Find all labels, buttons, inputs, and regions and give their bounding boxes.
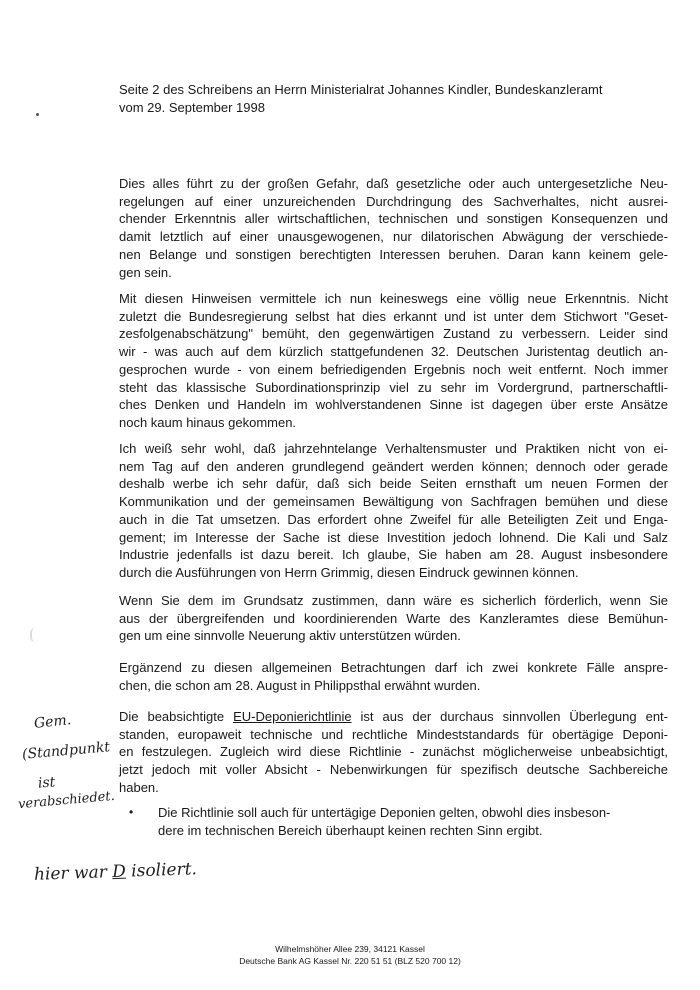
eu-directive-term: EU-Deponierichtlinie: [233, 709, 352, 724]
text-line: Mit diesen Hinweisen vermittele ich nun keineswegs eine völlig neue Erkenntnis. Nicht: [119, 291, 668, 306]
text-line: gement; im Interesse der Sache ist diese Investition jedoch lohnend. Die Kali und Salz: [119, 529, 668, 545]
text-line: gen sein.: [119, 264, 172, 280]
handwritten-note-5: [34, 859, 198, 885]
text-line: Kommunikation und der gemeinsamen Bewältigung von Sachfragen bemühen und diese: [119, 494, 668, 510]
text-segment: hier war: [33, 862, 113, 885]
text-line: Die Richtlinie soll auch für untertägige Deponien gelten, obwohl dies insbeson-: [158, 805, 611, 820]
text-segment: D: [111, 861, 127, 883]
text-line: chender Erkenntnis aller wirtschaftlichen, technischen und sonstigen Konsequenzen und: [119, 211, 668, 227]
paragraph-2: [119, 290, 668, 432]
paragraph-6: [119, 708, 668, 797]
page-footer: [200, 943, 500, 967]
stray-mark: [36, 113, 39, 116]
handwritten-note-1: Gem.: [33, 712, 72, 732]
handwritten-note-4: verabschiedet.: [17, 788, 116, 813]
text-segment: Die beabsichtigte: [119, 709, 234, 724]
text-line: ches Denken und Handeln im wohlverstandenen Sinne ist dagegen über erste Ansätze: [119, 397, 668, 413]
text-line: wir - was auch auf dem kürzlich stattgefundenen 32. Deutschen Juristentag deutlich an-: [119, 344, 668, 360]
text-line: durch die Ausführungen von Herrn Grimmig, diesen Eindruck gewinnen können.: [119, 564, 579, 580]
text-line: deshalb werbe ich sehr dafür, daß sich beide Seiten ernsthaft um neuen Formen der: [119, 476, 668, 492]
header-line-1: Seite 2 des Schreibens an Herrn Ministerialrat Johannes Kindler, Bundeskanzleramt: [119, 82, 603, 97]
scan-mark: [30, 628, 40, 642]
text-line: [119, 708, 668, 726]
text-line: steht das klassische Subordinationsprinzip viel zu sehr im Vordergrund, partnerschaftli-: [119, 379, 668, 395]
text-line: Ich weiß sehr wohl, daß jahrzehntelange Verhaltensmuster und Praktiken nicht von ei-: [119, 441, 668, 456]
text-line: damit letztlich auf einer unausgewogenen, nur dilatorischen Abwägung der verschiede-: [119, 229, 668, 245]
text-line: chen, die schon am 28. August in Philippsthal erwähnt wurden.: [119, 677, 481, 693]
text-line: haben.: [119, 779, 159, 795]
footer-address: Wilhelmshöher Allee 239, 34121 Kassel: [275, 944, 425, 954]
text-line: aus der übergreifenden und koordinierenden Warte des Kanzleramtes diese Bemühun-: [119, 610, 668, 626]
bullet-icon: •: [129, 805, 134, 819]
text-line: dere im technischen Bereich überhaupt keinen rechten Sinn ergibt.: [158, 822, 543, 838]
footer-bank: Deutsche Bank AG Kassel Nr. 220 51 51 (BLZ 520 700 12): [239, 956, 461, 966]
text-line: standen, europaweit technische und rechtliche Mindeststandards für obertägige Deponi-: [119, 726, 668, 742]
paragraph-3: [119, 440, 668, 582]
text-line: gesprochen wurde - von einem befriedigenden Ergebnis noch weit entfernt. Noch immer: [119, 361, 668, 377]
text-line: zuletzt die Bundesregierung selbst hat dies erkannt und ist unter dem Stichwort "Geset-: [119, 308, 668, 324]
header-line-2: vom 29. September 1998: [119, 100, 265, 115]
text-line: zesfolgenabschätzung" bemüht, den gegenwärtigen Zustand zu verbessern. Leider sind: [119, 326, 668, 342]
paragraph-4: [119, 592, 668, 645]
text-line: Ergänzend zu diesen allgemeinen Betrachtungen darf ich zwei konkrete Fälle anspre-: [119, 660, 668, 675]
bullet-text: [158, 804, 668, 839]
page-header: [119, 81, 679, 117]
text-line: regelungen auf einer unzureichenden Durchdringung des Sachverhaltes, nicht ausrei-: [119, 193, 668, 209]
text-line: jetzt jedoch mit voller Absicht - Nebenwirkungen für spezifisch deutsche Sachbereiche: [119, 762, 668, 778]
text-line: Wenn Sie dem im Grundsatz zustimmen, dann wäre es sicherlich förderlich, wenn Sie: [119, 593, 668, 608]
handwritten-note-3: ist: [37, 774, 56, 792]
text-line: noch kaum hinaus gekommen.: [119, 414, 297, 430]
paragraph-5: [119, 659, 668, 694]
text-segment: isoliert.: [125, 859, 198, 882]
text-line: en festzulegen. Zugleich wird diese Richtlinie - zunächst möglicherweise unbeabsichtigt,: [119, 744, 668, 760]
text-line: Industrie jedenfalls ist dazu bereit. Ich glaube, Sie haben am 28. August insbesondere: [119, 547, 668, 563]
text-segment: ist aus der durchaus sinnvollen Überlegung ent-: [351, 709, 668, 724]
text-line: nen Belange und sonstigen berechtigten Interessen beruhen. Daran kann keinem gele-: [119, 246, 668, 262]
paragraph-1: [119, 175, 668, 281]
text-line: auch in die Tat umsetzen. Das erfordert ohne Zweifel für alle Beteiligten Zeit und Enga-: [119, 511, 668, 527]
text-line: Dies alles führt zu der großen Gefahr, daß gesetzliche oder auch untergesetzliche Neu-: [119, 176, 668, 191]
text-line: nem Tag auf den anderen grundlegend geändert werden können; dennoch oder gerade: [119, 458, 668, 474]
text-line: gen um eine sinnvolle Neuerung aktiv unterstützen würden.: [119, 628, 461, 644]
handwritten-note-2: (Standpunkt: [21, 739, 111, 763]
